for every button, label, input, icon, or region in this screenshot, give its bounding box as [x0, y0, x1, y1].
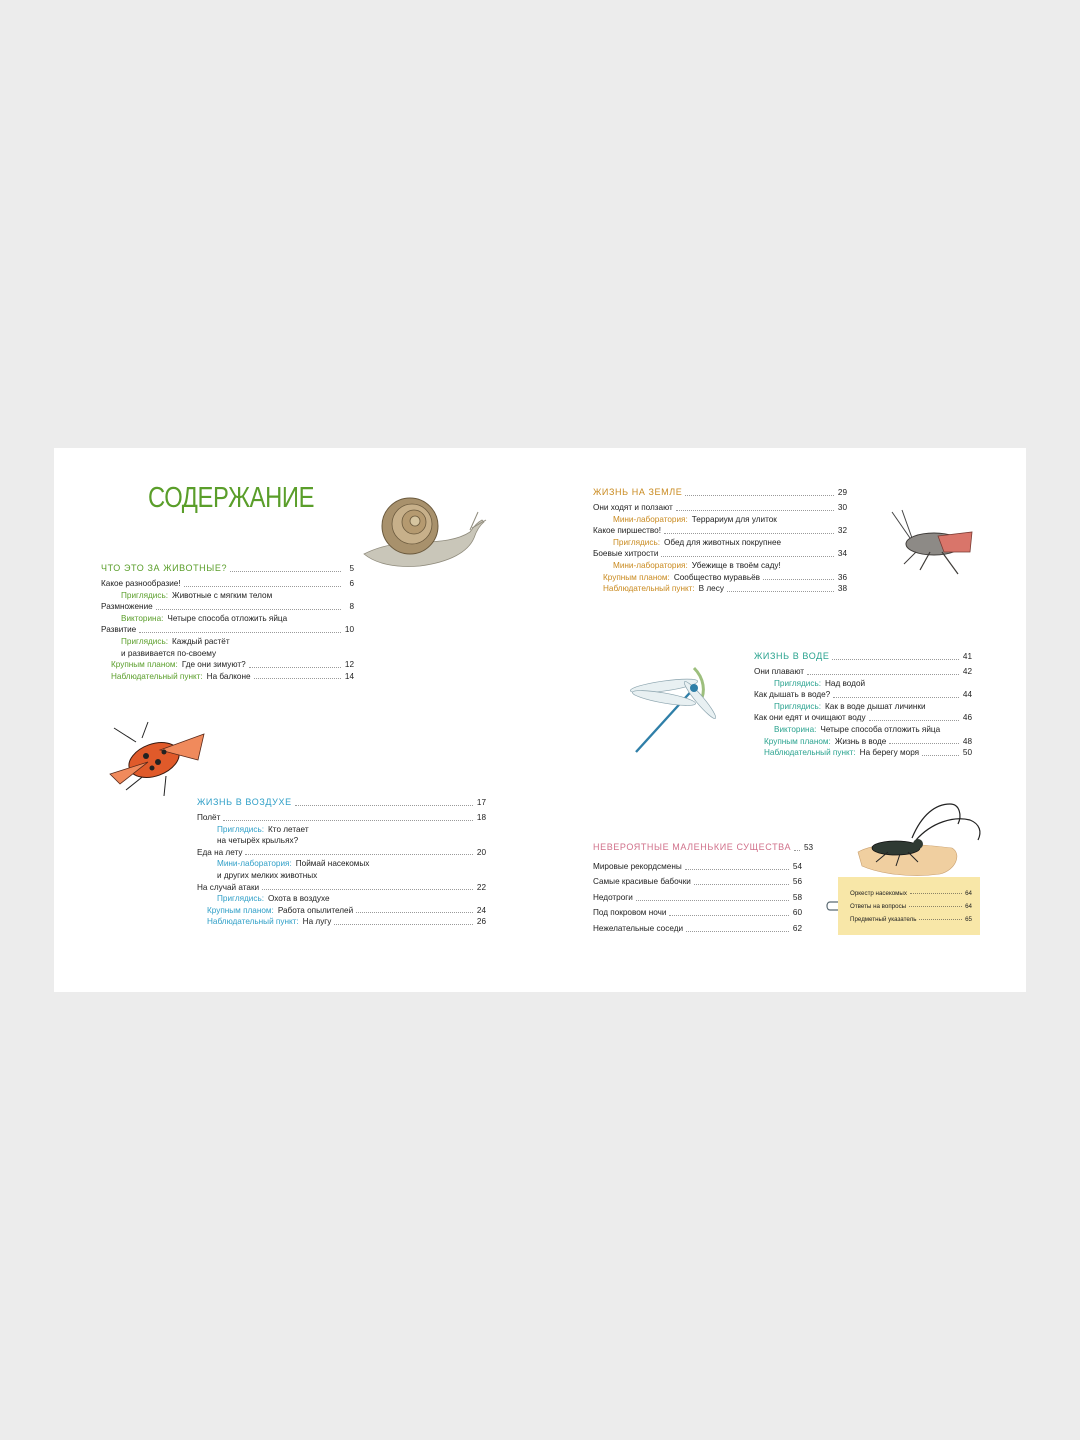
page-number: 30 [837, 503, 847, 512]
entry-label: Викторина: [774, 724, 817, 734]
entry-text: Полёт [197, 813, 221, 822]
entry-text: Как дышать в воде? [754, 690, 831, 700]
dot-leader [686, 931, 789, 932]
entry-label: Приглядись: [217, 824, 265, 834]
entry-text: В лесу [698, 584, 724, 594]
entry-text: Мировые рекордсмены [593, 861, 682, 871]
toc-subentry-continued [197, 870, 486, 882]
toc-entry[interactable] [593, 502, 847, 514]
dot-leader [694, 884, 789, 885]
entry-text: Террариум для улиток [691, 514, 777, 524]
entry-label: Приглядись: [613, 537, 661, 547]
toc-entry[interactable] [101, 659, 354, 671]
dot-leader [869, 720, 959, 721]
toc-section-land [593, 486, 847, 595]
page-number: 60 [792, 908, 802, 918]
entry-label: Приглядись: [774, 678, 822, 688]
toc-subentry[interactable] [754, 701, 972, 713]
entry-text: Они плавают [754, 667, 805, 676]
page-number: 38 [837, 584, 847, 594]
toc-entry[interactable] [101, 601, 354, 613]
toc-subentry[interactable] [197, 893, 486, 905]
page-number: 54 [792, 861, 802, 871]
entry-text: Оркестр насекомых [850, 890, 907, 897]
toc-section-small [593, 841, 814, 935]
entry-label: Крупным планом: [111, 660, 178, 670]
dot-leader [685, 495, 834, 496]
page-number: 14 [344, 671, 354, 681]
dot-leader [334, 924, 473, 925]
entry-text: Работа опылителей [277, 905, 354, 915]
toc-entry[interactable] [838, 897, 980, 910]
toc-entry[interactable] [197, 905, 486, 917]
page-number: 12 [344, 660, 354, 670]
dot-leader [230, 571, 341, 572]
dot-leader [889, 743, 959, 744]
toc-entry[interactable] [754, 747, 972, 759]
entry-text: Как они едят и очищают воду [754, 713, 866, 723]
dot-leader [636, 900, 789, 901]
toc-entry[interactable] [593, 919, 802, 935]
toc-section-air [197, 796, 486, 928]
toc-entry[interactable] [593, 857, 802, 873]
dot-leader [139, 632, 341, 633]
appendix-note [838, 877, 980, 935]
toc-entry[interactable] [593, 583, 847, 595]
toc-subentry-continued [197, 835, 486, 847]
toc-subentry[interactable] [754, 678, 972, 690]
entry-text: Предметный указатель [850, 916, 917, 923]
page-number: 20 [476, 847, 486, 857]
chapter-heading[interactable] [197, 796, 486, 809]
dot-leader [727, 591, 834, 592]
toc-subentry[interactable] [593, 514, 847, 526]
toc-entry[interactable] [197, 812, 486, 824]
page-number: 36 [837, 572, 847, 582]
page-number: 17 [476, 798, 486, 808]
toc-entry[interactable] [593, 888, 802, 904]
page-number: 65 [965, 916, 972, 923]
page-number: 10 [344, 625, 354, 635]
snail-illustration [360, 496, 490, 572]
toc-entry[interactable] [754, 736, 972, 748]
toc-entry[interactable] [101, 578, 354, 590]
chapter-title: ЖИЗНЬ В ВОЗДУХЕ [197, 797, 292, 808]
toc-entry[interactable] [754, 712, 972, 724]
chapter-heading[interactable] [593, 486, 847, 499]
entry-label: Крупным планом: [764, 736, 831, 746]
page-number: 64 [965, 890, 972, 897]
entry-label: Наблюдательный пункт: [111, 671, 203, 681]
entry-text: На лугу [302, 917, 332, 927]
entry-label: Крупным планом: [207, 905, 274, 915]
entry-text: Каждый растёт [172, 636, 230, 646]
page-number: 53 [803, 843, 814, 853]
toc-subentry[interactable] [197, 824, 486, 836]
toc-section-animals [101, 562, 354, 682]
entry-text: Обед для животных покрупнее [664, 537, 782, 547]
toc-section-water [754, 650, 972, 759]
chapter-heading[interactable] [593, 841, 814, 854]
page-number: 41 [962, 652, 972, 662]
entry-label: Наблюдательный пункт: [764, 748, 856, 758]
entry-text: На случай атаки [197, 882, 260, 892]
entry-text: Самые красивые бабочки [593, 877, 691, 887]
dot-leader [249, 667, 341, 668]
grasshopper-illustration [890, 508, 976, 578]
entry-text: Размножение [101, 602, 153, 612]
entry-text: Какое пиршество! [593, 526, 661, 536]
page-number: 64 [965, 903, 972, 910]
dot-leader [223, 820, 473, 821]
entry-label: Мини-лаборатория: [217, 859, 292, 869]
dot-leader [910, 893, 962, 894]
toc-entry[interactable] [838, 910, 980, 923]
toc-subentry[interactable] [754, 724, 972, 736]
toc-subentry[interactable] [593, 560, 847, 572]
dot-leader [245, 854, 473, 855]
firebug-illustration [106, 720, 210, 800]
entry-text: Нежелательные соседи [593, 923, 684, 933]
entry-text: Какое разнообразие! [101, 579, 181, 588]
toc-subentry[interactable] [197, 858, 486, 870]
entry-text: Недотроги [593, 892, 633, 902]
entry-text: Четыре способа отложить яйца [820, 724, 941, 734]
entry-label: Приглядись: [121, 590, 169, 600]
entry-text: Они ходят и ползают [593, 503, 673, 512]
entry-text: Над водой [825, 678, 866, 688]
toc-subentry[interactable] [593, 537, 847, 549]
entry-text: Сообщество муравьёв [673, 572, 760, 582]
page-number: 32 [837, 526, 847, 536]
dot-leader [669, 915, 789, 916]
page-number: 44 [962, 690, 972, 700]
toc-entry[interactable] [593, 548, 847, 560]
entry-label: Мини-лаборатория: [613, 514, 688, 524]
page-number: 56 [792, 877, 802, 887]
entry-label: Крупным планом: [603, 572, 670, 582]
page-number: 8 [349, 602, 354, 612]
entry-text: Где они зимуют? [181, 660, 246, 670]
dot-leader [295, 805, 473, 806]
chapter-title: ЖИЗНЬ НА ЗЕМЛЕ [593, 487, 683, 498]
toc-entry[interactable] [197, 847, 486, 859]
page-number: 29 [837, 488, 847, 498]
toc-entry[interactable] [593, 904, 802, 920]
dot-leader [661, 556, 834, 557]
dot-leader [763, 579, 834, 580]
page-number: 62 [792, 923, 802, 933]
chapter-title: ЖИЗНЬ В ВОДЕ [754, 651, 830, 662]
toc-entry[interactable] [101, 671, 354, 683]
toc-entry[interactable] [754, 689, 972, 701]
dot-leader [833, 697, 959, 698]
page-title: СОДЕРЖАНИЕ [148, 482, 315, 514]
toc-entry[interactable] [593, 525, 847, 537]
page-number: 24 [476, 905, 486, 915]
toc-entry[interactable] [593, 873, 802, 889]
entry-text: Ответы на вопросы [850, 903, 907, 910]
entry-text: Еда на лету [197, 847, 243, 857]
page-number: 48 [962, 736, 972, 746]
toc-entry[interactable] [197, 882, 486, 894]
entry-text: Животные с мягким телом [172, 590, 273, 600]
chapter-title: ЧТО ЭТО ЗА ЖИВОТНЫЕ? [101, 563, 228, 574]
entry-text: На берегу моря [859, 748, 920, 758]
dot-leader [922, 755, 959, 756]
dot-leader [909, 906, 962, 907]
entry-label: Наблюдательный пункт: [603, 584, 695, 594]
toc-subentry[interactable] [101, 590, 354, 602]
page-number: 18 [476, 813, 486, 822]
page-number: 26 [476, 917, 486, 927]
chapter-title: НЕВЕРОЯТНЫЕ МАЛЕНЬКИЕ СУЩЕСТВА [593, 842, 792, 853]
entry-text: На балконе [206, 671, 251, 681]
entry-label: Наблюдательный пункт: [207, 917, 299, 927]
page-number: 34 [837, 549, 847, 559]
entry-text: Убежище в твоём саду! [691, 560, 781, 570]
dot-leader [676, 510, 834, 511]
entry-label: Приглядись: [121, 636, 169, 646]
entry-label: Викторина: [121, 613, 164, 623]
entry-label: Мини-лаборатория: [613, 560, 688, 570]
toc-entry[interactable] [197, 916, 486, 928]
chapter-heading[interactable] [101, 562, 354, 575]
toc-subentry-continued [101, 648, 354, 660]
dot-leader [262, 889, 473, 890]
entry-text: Жизнь в воде [834, 736, 887, 746]
page-number: 50 [962, 748, 972, 758]
entry-text: Боевые хитрости [593, 549, 659, 559]
dot-leader [685, 869, 789, 870]
dot-leader [794, 850, 800, 851]
entry-text: Развитие [101, 625, 137, 635]
page-number: 58 [792, 892, 802, 902]
dot-leader [664, 533, 834, 534]
entry-text: и других мелких животных [217, 870, 318, 880]
dot-leader [184, 586, 341, 587]
dot-leader [356, 912, 473, 913]
entry-text: и развивается по-своему [121, 648, 217, 658]
toc-entry[interactable] [593, 572, 847, 584]
page-number: 6 [349, 579, 354, 588]
toc-entry[interactable] [838, 884, 980, 897]
toc-entry[interactable] [101, 624, 354, 636]
entry-label: Приглядись: [774, 701, 822, 711]
entry-text: Четыре способа отложить яйца [167, 613, 288, 623]
dot-leader [254, 678, 341, 679]
page-number: 42 [962, 667, 972, 676]
entry-text: Под покровом ночи [593, 908, 667, 918]
dot-leader [832, 659, 959, 660]
entry-label: Приглядись: [217, 894, 265, 904]
page-number: 46 [962, 713, 972, 723]
beetle-illustration [852, 800, 986, 878]
page-number: 22 [476, 882, 486, 892]
dot-leader [807, 674, 959, 675]
toc-entry[interactable] [754, 666, 972, 678]
dot-leader [156, 609, 341, 610]
entry-text: Кто летает [268, 824, 309, 834]
damselfly-illustration [624, 664, 724, 756]
toc-subentry[interactable] [101, 636, 354, 648]
entry-text: на четырёх крыльях? [217, 836, 299, 846]
entry-text: Поймай насекомых [295, 859, 370, 869]
toc-subentry[interactable] [101, 613, 354, 625]
dot-leader [919, 919, 962, 920]
chapter-heading[interactable] [754, 650, 972, 663]
entry-text: Охота в воздухе [268, 894, 330, 904]
entry-text: Как в воде дышат личинки [825, 701, 926, 711]
page-number: 5 [349, 564, 354, 574]
